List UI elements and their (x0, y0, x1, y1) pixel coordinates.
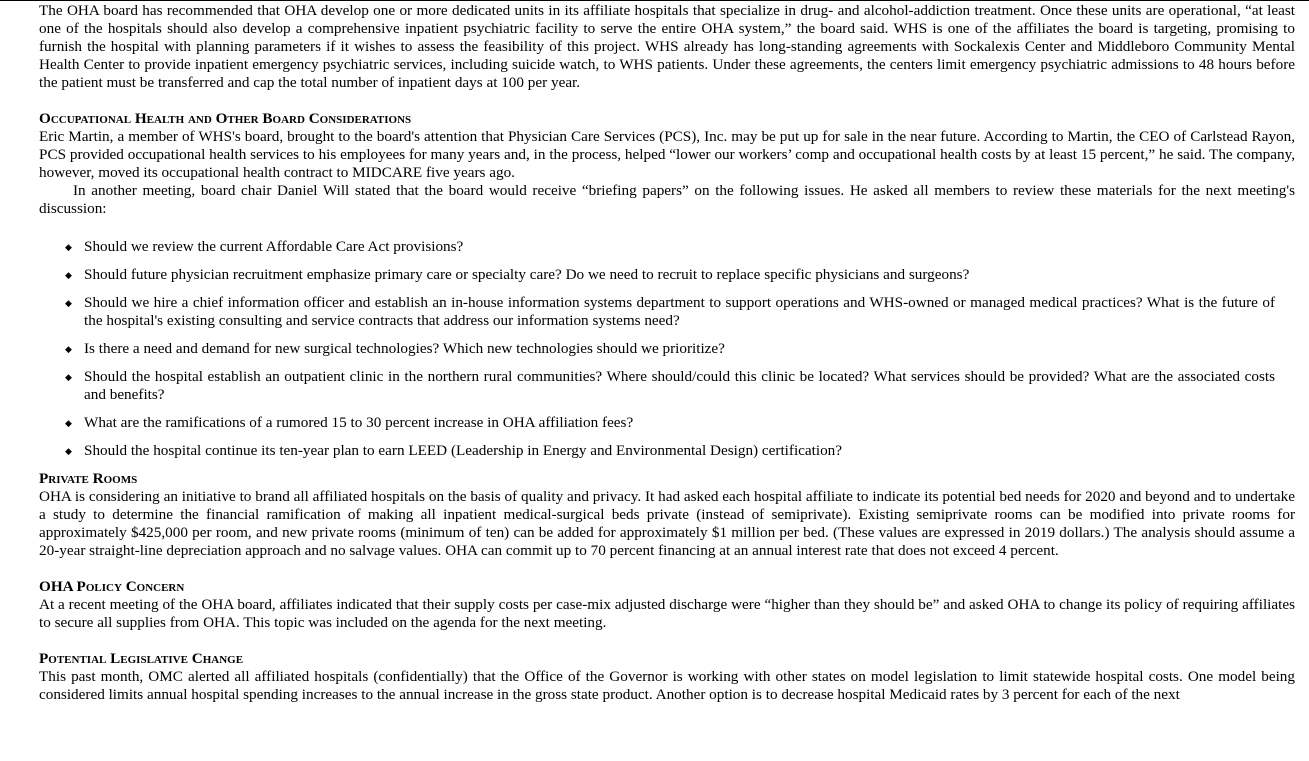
paragraph: OHA is considering an initiative to brand all affiliated hospitals on the basis of quality and privacy. It had asked each hospital affiliate to indicate its potential bed needs for 2020 and beyond and to undertake a study to determine the financial ramification of making all inpatient medical-surgical beds private (instead of semiprivate). Existing semiprivate rooms can be modified into private rooms for approximately $425,000 per room, and new private rooms (minimum of ten) can be added for approximately $1 million per bed. (These values are expressed in 2019 dollars.) The analysis should assume a 20-year straight-line depreciation approach and no salvage values. OHA can commit up to 70 percent financing at an annual interest rate that does not exceed 4 percent. (39, 488, 1295, 559)
intro-paragraph: The OHA board has recommended that OHA develop one or more dedicated units in its affiliate hospitals that specialize in drug- and alcohol-addiction treatment. Once these units are operational, “at least one of the hospitals should also develop a comprehensive inpatient psychiatric facility to serve the entire OHA system,” the board said. WHS is one of the affiliates the board is targeting, promising to furnish the hospital with planning parameters if it wishes to assess the feasibility of this project. WHS already has long-standing agreements with Sockalexis Center and Middleboro Community Mental Health Center to provide inpatient emergency psychiatric services, including suicide watch, to WHS patients. Under these agreements, the centers limit emergency psychiatric admissions to 48 hours before the patient must be transferred and cap the total number of inpatient days at 100 per year. (39, 2, 1295, 91)
diamond-bullet-icon: ◆ (65, 446, 72, 456)
section-heading: OHA Policy Concern (39, 578, 185, 595)
diamond-bullet-icon: ◆ (65, 372, 72, 382)
list-item: ◆ What are the ramifications of a rumored 15 to 30 percent increase in OHA affiliation fees? (65, 414, 634, 431)
diamond-bullet-icon: ◆ (65, 242, 72, 252)
section-heading: Potential Legislative Change (39, 650, 244, 667)
diamond-bullet-icon: ◆ (65, 298, 72, 308)
briefing-issues-list (39, 238, 1295, 460)
list-item: ◆ Is there a need and demand for new surgical technologies? Which new technologies should we prioritize? (65, 340, 725, 357)
section-heading: Private Rooms (39, 470, 138, 487)
document-page (39, 2, 1295, 704)
list-item: ◆ Should we hire a chief information officer and establish an in-house information systems department to support operations and WHS-owned or managed medical practices? What is the future of the hospital's existing consulting and service contracts that address our information systems need? (65, 294, 1275, 329)
page-top-rule (0, 0, 1309, 1)
section-occupational-health (39, 110, 1295, 460)
section-oha-policy (39, 578, 1295, 632)
paragraph: Eric Martin, a member of WHS's board, brought to the board's attention that Physician Care Services (PCS), Inc. may be put up for sale in the near future. According to Martin, the CEO of Carlstead Rayon, PCS provided occupational health services to his employees for many years and, in the process, helped “lower our workers’ comp and occupational health costs by at least 15 percent,” he said. The company, however, moved its occupational health contract to MIDCARE five years ago. (39, 128, 1295, 181)
diamond-bullet-icon: ◆ (65, 418, 72, 428)
section-heading: Occupational Health and Other Board Considerations (39, 110, 412, 127)
paragraph: This past month, OMC alerted all affiliated hospitals (confidentially) that the Office of the Governor is working with other states on model legislation to limit statewide hospital costs. One model being considered limits annual hospital spending increases to the annual increase in the gross state product. Another option is to decrease hospital Medicaid rates by 3 percent for each of the next (39, 668, 1295, 703)
diamond-bullet-icon: ◆ (65, 270, 72, 280)
list-item: ◆ Should the hospital continue its ten-year plan to earn LEED (Leadership in Energy and Environmental Design) certification? (65, 442, 843, 459)
list-item: ◆ Should future physician recruitment emphasize primary care or specialty care? Do we need to recruit to replace specific physicians and surgeons? (65, 266, 970, 283)
paragraph: In another meeting, board chair Daniel Will stated that the board would receive “briefing papers” on the following issues. He asked all members to review these materials for the next meeting's discussion: (39, 182, 1295, 217)
paragraph: At a recent meeting of the OHA board, affiliates indicated that their supply costs per case-mix adjusted discharge were “higher than they should be” and asked OHA to change its policy of requiring affiliates to secure all supplies from OHA. This topic was included on the agenda for the next meeting. (39, 596, 1295, 631)
list-item: ◆ Should the hospital establish an outpatient clinic in the northern rural communities? Where should/could this clinic be located? What services should be provided? What are the associated costs and benefits? (65, 368, 1275, 403)
list-item: ◆ Should we review the current Affordable Care Act provisions? (65, 238, 464, 255)
section-private-rooms (39, 470, 1295, 560)
section-legislative-change (39, 650, 1295, 704)
diamond-bullet-icon: ◆ (65, 344, 72, 354)
